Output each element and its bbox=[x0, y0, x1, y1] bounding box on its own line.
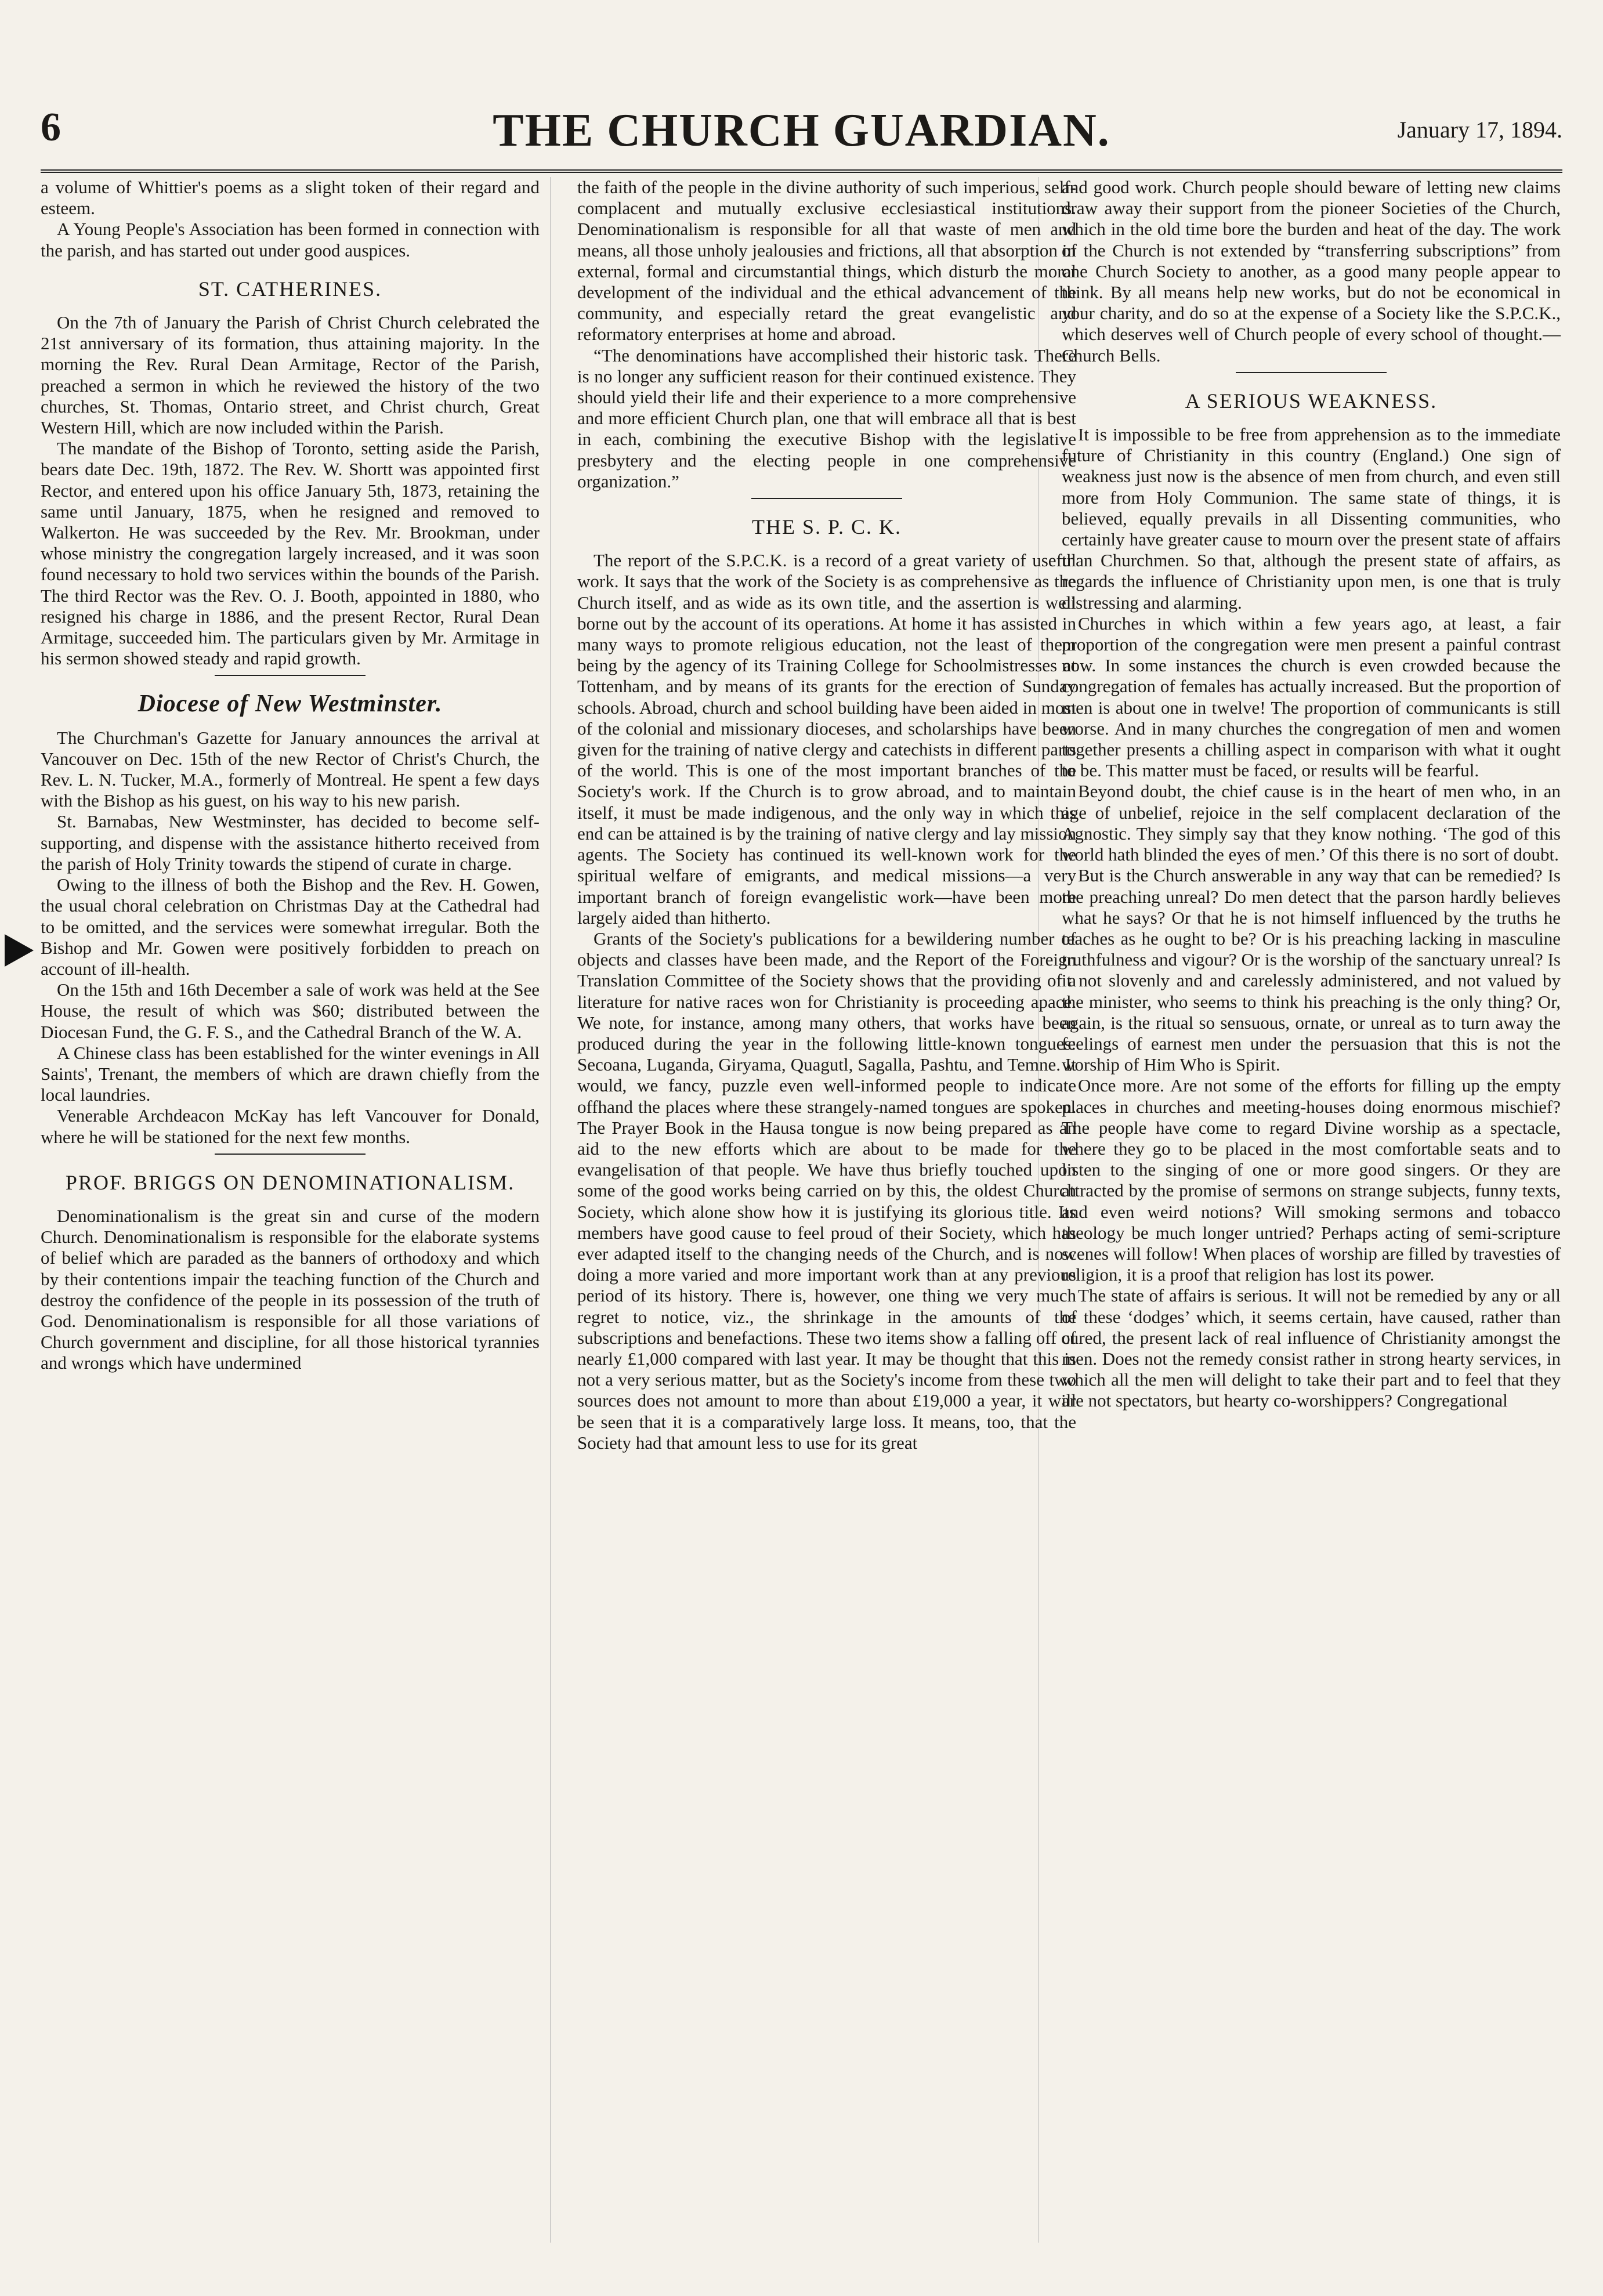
column-divider bbox=[550, 177, 551, 2243]
article-paragraph: Owing to the illness of both the Bishop and the Rev. H. Gowen, the usual choral celebration on Christmas Day at the Cathedral had to be omitted, and the services were somewhat irregular. Both the Bishop and Mr. Gowen were positively forbidden to preach on account of ill-health. bbox=[41, 874, 540, 979]
column-2 bbox=[577, 177, 1076, 1453]
article-paragraph: It is impossible to be free from apprehension as to the immediate future of Christianity in this country (England.) One sign of weakness just now is the absence of men from church, and even still more from Holy Communion. The same state of things, it is believed, equally prevails in all Dissenting communities, who certainly have greater cause to mourn over the present state of affairs than Churchmen. So that, although the present state of affairs, as regards the influence of Christianity upon men, is one that is truly distressing and alarming. bbox=[1062, 424, 1561, 613]
article-paragraph: “The denominations have accomplished their historic task. There is no longer any sufficient reason for their continued existence. They should yield their life and their experience to a more comprehensive and more efficient Church plan, one that will embrace all that is best in each, combining the executive Bishop with the legislative presbytery and the electing people in one comprehensive organization.” bbox=[577, 345, 1076, 491]
page-number: 6 bbox=[41, 105, 61, 150]
article-paragraph: The Churchman's Gazette for January announces the arrival at Vancouver on Dec. 15th of the new Rector of Christ's Church, the Rev. L. N. Tucker, M.A., formerly of Montreal. He spent a few days with the Bishop as his guest, on his way to his new parish. bbox=[41, 727, 540, 811]
masthead bbox=[41, 104, 1562, 168]
section-divider bbox=[215, 675, 366, 676]
section-divider bbox=[1236, 372, 1387, 373]
column-3 bbox=[1062, 177, 1561, 1412]
section-heading: A SERIOUS WEAKNESS. bbox=[1185, 389, 1438, 413]
article-paragraph: On the 7th of January the Parish of Christ Church celebrated the 21st anniversary of its formation, thus attaining majority. In the morning the Rev. Rural Dean Armitage, Rector of the Parish, preached a sermon in which he reviewed the history of the two churches, St. Thomas, Ontario street, and Christ church, Great Western Hill, which are now included within the Parish. bbox=[41, 312, 540, 438]
section-heading: ST. CATHERINES. bbox=[198, 277, 382, 301]
pointer-mark-icon bbox=[5, 934, 34, 967]
section-heading: Diocese of New Westminster. bbox=[137, 690, 443, 718]
section-divider bbox=[215, 1154, 366, 1155]
article-paragraph: Grants of the Society's publications for a bewildering number of objects and classes have been made, and the Report of the Foreign Translation Committee of the Society shows that the providing of a literature for native races won for Christianity is proceeding apace. We note, for instance, among many others, that works have been produced during the year in the following little-known tongues: Secoana, Luganda, Giryama, Quagutl, Sagalla, Pashtu, and Temne. It would, we fancy, puzzle even well-informed people to indicate offhand the places where these strangely-named tongues are spoken. The Prayer Book in the Hausa tongue is now being prepared as an aid to the new efforts which are about to be made for the evangelisation of that people. We have thus briefly touched upon some of the good works being carried on by this, the oldest Church Society, which alone show how it is justifying its glorious title. Its members have good cause to feel proud of their Society, which has ever adapted itself to the changing needs of the Church, and is now doing a more varied and more important work than at any previous period of its history. There is, however, one thing we very much regret to notice, viz., the shrinkage in the amounts of the subscriptions and benefactions. These two items show a falling off of nearly £1,000 compared with last year. It may be thought that this is not a very serious matter, but as the Society's income from these two sources does not amount to more than about £19,000 a year, it will be seen that it is a comparatively large loss. It means, too, that the Society had that amount less to use for its great bbox=[577, 928, 1076, 1453]
article-paragraph: On the 15th and 16th December a sale of work was held at the See House, the result of which was $60; distributed between the Diocesan Fund, the G. F. S., and the Cathedral Branch of the W. A. bbox=[41, 979, 540, 1042]
section-divider bbox=[751, 498, 902, 499]
article-paragraph: Denominationalism is the great sin and curse of the modern Church. Denominationalism is responsible for the elaborate systems of belief which are paraded as the banners of orthodoxy and which by their contentions impair the teaching function of the Church and destroy the confidence of the people in its possession of the truth of God. Denominationalism is responsible for all those variations of Church government and discipline, for all those historical tyrannies and wrongs which have undermined bbox=[41, 1205, 540, 1373]
section-heading: THE S. P. C. K. bbox=[751, 515, 902, 539]
article-paragraph: the faith of the people in the divine authority of such imperious, self-complacent and mutually exclusive ecclesiastical institutions. Denominationalism is responsible for all that waste of men and means, all those unholy jealousies and frictions, all that absorption in external, formal and circumstantial things, which disturb the moral development of the individual and the ethical advancement of the community, and especially retard the great evangelistic and reformatory enterprises at home and abroad. bbox=[577, 177, 1076, 345]
article-paragraph: The report of the S.P.C.K. is a record of a great variety of useful work. It says that the work of the Society is as comprehensive as the Church itself, and as wide as its own title, and the assertion is well borne out by the account of its operations. At home it has assisted in many ways to promote religious education, not the least of them being by the agency of its Training College for Schoolmistresses at Tottenham, and by means of its grants for the erection of Sunday schools. Abroad, church and school building have been aided in most of the colonial and missionary dioceses, and scholarships have been given for the training of native clergy and catechists in different parts of the world. This is one of the most important branches of the Society's work. If the Church is to grow abroad, and to maintain itself, it must be made indigenous, and the only way in which this end can be attained is by the training of native clergy and lay mission agents. The Society has continued its well-known work for the spiritual welfare of emigrants, and medical missions—a very important branch of foreign evangelistic work—have been more largely aided than hitherto. bbox=[577, 550, 1076, 928]
article-paragraph: A Chinese class has been established for the winter evenings in All Saints', Trenant, the members of which are drawn chiefly from the local laundries. bbox=[41, 1042, 540, 1105]
newspaper-title: THE CHURCH GUARDIAN. bbox=[493, 105, 1110, 156]
column-1 bbox=[41, 177, 540, 1374]
issue-date: January 17, 1894. bbox=[1397, 117, 1562, 143]
masthead-rule bbox=[41, 169, 1562, 173]
article-paragraph: A Young People's Association has been formed in connection with the parish, and has started out under good auspices. bbox=[41, 219, 540, 261]
section-heading: PROF. BRIGGS ON DENOMINATIONALISM. bbox=[65, 1170, 515, 1194]
article-paragraph: But is the Church answerable in any way that can be remedied? Is the preaching unreal? Do men detect that the parson hardly believes what he says? Or that he is not himself influenced by the truths he teaches as he ought to be? Or is his preaching lacking in masculine truthfulness and vigour? Or is the worship of the sanctuary unreal? Is it not slovenly and and carelessly administered, and not valued by the minister, who seems to think his preaching is the only thing? Or, again, is the ritual so sensuous, ornate, or unreal as to turn away the feelings of earnest men under the persuasion that this is not the worship of Him Who is Spirit. bbox=[1062, 865, 1561, 1075]
article-paragraph: The state of affairs is serious. It will not be remedied by any or all of these ‘dodges’ which, it seems certain, have caused, rather than cured, the present lack of real influence of Christianity amongst the men. Does not the remedy consist rather in strong hearty services, in which all the men will delight to take their part and to feel that they are not spectators, but hearty co-worshippers? Congregational bbox=[1062, 1285, 1561, 1411]
article-paragraph: Churches in which within a few years ago, at least, a fair proportion of the congregation were men present a painful contrast now. In some instances the church is even crowded because the congregation of females has actually increased. But the proportion of men is about one in twelve! The proportion of communicants is still worse. And in many churches the congregation of men and women together presents a chilling aspect in comparison with what it ought to be. This matter must be faced, or results will be fearful. bbox=[1062, 613, 1561, 781]
article-paragraph: Venerable Archdeacon McKay has left Vancouver for Donald, where he will be stationed for the next few months. bbox=[41, 1105, 540, 1147]
article-paragraph: Once more. Are not some of the efforts for filling up the empty places in churches and meeting-houses doing enormous mischief? The people have come to regard Divine worship as a spectacle, where they go to be placed in the most comfortable seats and to listen to the singing of one or more good singers. Or they are attracted by the promise of sermons on strange subjects, funny texts, and even weird notions? Will smoking sermons and tobacco theology be much longer untried? Perhaps acting of semi-scripture scenes will follow! When places of worship are filled by travesties of religion, it is a proof that religion has lost its power. bbox=[1062, 1075, 1561, 1285]
article-paragraph: a volume of Whittier's poems as a slight token of their regard and esteem. bbox=[41, 177, 540, 219]
article-paragraph: St. Barnabas, New Westminster, has decided to become self-supporting, and dispense with the assistance hitherto received from the parish of Holy Trinity towards the stipend of curate in charge. bbox=[41, 811, 540, 874]
article-paragraph: and good work. Church people should beware of letting new claims draw away their support from the pioneer Societies of the Church, which in the old time bore the burden and heat of the day. The work of the Church is not extended by “transferring subscriptions” from one Church Society to another, as a good many people appear to think. By all means help new works, but do not be economical in your charity, and do so at the expense of a Society like the S.P.C.K., which deserves well of Church people of every school of thought.—Church Bells. bbox=[1062, 177, 1561, 366]
article-paragraph: Beyond doubt, the chief cause is in the heart of men who, in an age of unbelief, rejoice in the self complacent declaration of the Agnostic. They simply say that they know nothing. ‘The god of this world hath blinded the eyes of men.’ Of this there is no sort of doubt. bbox=[1062, 781, 1561, 865]
article-paragraph: The mandate of the Bishop of Toronto, setting aside the Parish, bears date Dec. 19th, 1872. The Rev. W. Shortt was appointed first Rector, and entered upon his office January 5th, 1873, retaining the same until January, 1875, when he resigned and removed to Walkerton. He was succeeded by the Rev. Mr. Brookman, under whose ministry the congregation largely increased, and it was soon found necessary to hold two services within the bounds of the Parish. The third Rector was the Rev. O. J. Booth, appointed in 1880, who resigned his charge in 1886, and the present Rector, Rural Dean Armitage, succeeded him. The particulars given by Mr. Armitage in his sermon showed steady and rapid growth. bbox=[41, 438, 540, 669]
